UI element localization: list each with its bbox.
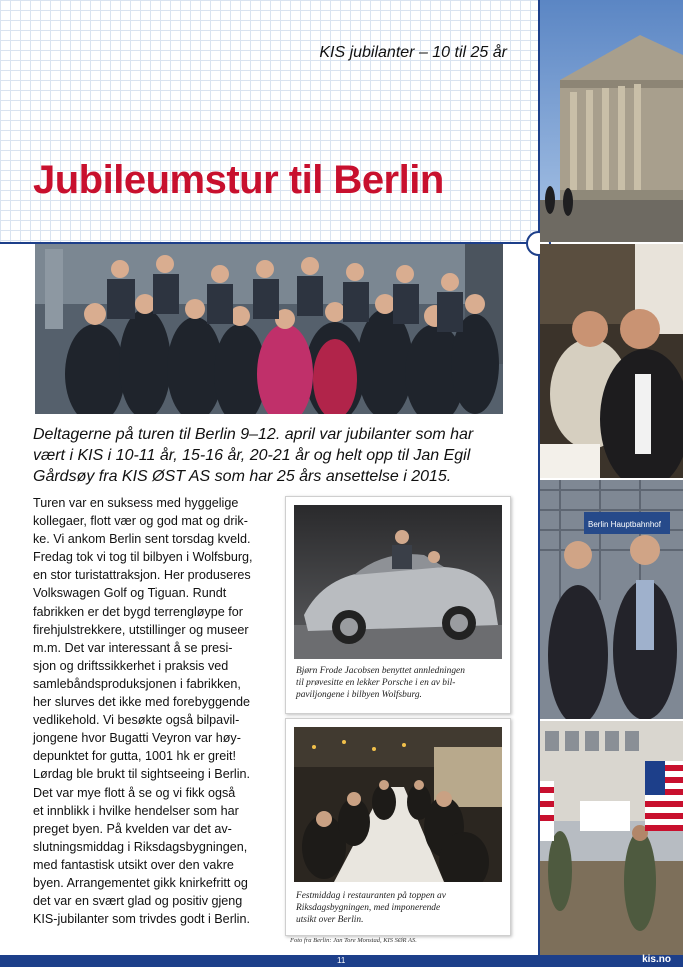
dinner-photo-card: [285, 718, 511, 936]
body-line: kollegaer, flott vær og god mat og drik-: [33, 514, 248, 529]
checkpoint-charlie-photo: [540, 721, 683, 955]
article-title: Jubileumstur til Berlin: [33, 158, 444, 202]
body-line: det var en svært glad og positiv gjeng: [33, 894, 243, 909]
header-grid-background: [0, 0, 539, 243]
body-line: samlebåndsproduksjonen i fabrikken,: [33, 676, 241, 691]
station-sign: Berlin Hauptbahnhof: [588, 520, 661, 529]
page-number: 11: [337, 956, 346, 965]
body-line: Volkswagen Golf og Tiguan. Rundt: [33, 586, 227, 601]
body-line: byen. Arrangementet gikk knirkefritt og: [33, 875, 248, 890]
dinner-photo-caption: [296, 890, 506, 926]
body-line: depunktet for gutta, 1001 hk er greit!: [33, 749, 237, 764]
body-line: firehjulstrekkere, utstillinger og museer: [33, 622, 249, 637]
section-kicker: KIS jubilanter – 10 til 25 år: [319, 44, 507, 61]
dinner-guests-photo: [540, 244, 683, 478]
lead-line: Gårdsøy fra KIS ØST AS som har 25 års ansettelse i 2015.: [33, 468, 452, 485]
porsche-photo-card: [285, 496, 511, 714]
porsche-photo: [294, 505, 502, 659]
body-line: slutningsmiddag i Riksdagsbygningen,: [33, 839, 248, 854]
body-line: ke. Vi ankom Berlin sent torsdag kveld.: [33, 532, 251, 547]
body-line: sjon og driftssikkerhet i praksis ved: [33, 658, 229, 673]
body-line: m.m. Det var interessant å se presi-: [33, 640, 233, 655]
body-line: vedlikehold. Vi besøkte også bilpavil-: [33, 713, 240, 728]
lead-paragraph: [33, 424, 503, 487]
caption-line: Riksdagsbygningen, med imponerende: [296, 903, 441, 913]
lead-line: Deltagerne på turen til Berlin 9–12. april var jubilanter som har: [33, 426, 474, 443]
body-line: med fantastisk utsikt over den vakre: [33, 857, 234, 872]
porsche-photo-caption: [296, 665, 506, 701]
body-line: Lørdag ble brukt til sightseeing i Berlin.: [33, 767, 251, 782]
hauptbahnhof-photo: [540, 480, 683, 719]
body-text: [33, 494, 273, 928]
body-line: preget byen. På kvelden var det av-: [33, 821, 232, 836]
caption-line: utsikt over Berlin.: [296, 915, 364, 925]
body-line: fabrikken er det bygd terrengløype for: [33, 604, 244, 619]
body-line: her slurves det ikke med forebyggende: [33, 695, 251, 710]
lead-line: vært i KIS i 10-11 år, 15-16 år, 20-21 år og helt opp til Jan Egil: [33, 447, 471, 464]
group-photo: [35, 244, 503, 414]
photo-credit: Foto fra Berlin: Jan Tore Monstad, KIS SØR AS.: [290, 937, 417, 944]
site-link[interactable]: kis.no: [642, 954, 671, 965]
body-line: en stor turistattraksjon. Her produseres: [33, 568, 251, 583]
body-line: KIS-jubilanter som trivdes godt i Berlin.: [33, 912, 250, 927]
body-line: jongene hvor Bugatti Veyron var høy-: [33, 731, 241, 746]
dinner-photo: [294, 727, 502, 882]
body-line: Det var mye flott å se og vi fikk også: [33, 785, 236, 800]
body-line: Fredag tok vi tog til bilbyen i Wolfsburg,: [33, 550, 253, 565]
caption-line: Bjørn Frode Jacobsen benyttet annledningen: [296, 666, 465, 676]
body-line: Turen var en suksess med hyggelige: [33, 496, 239, 510]
reichstag-photo: [540, 0, 683, 242]
body-line: et innblikk i hvilke hendelser som har: [33, 803, 239, 818]
caption-line: Festmiddag i restauranten på toppen av: [296, 891, 446, 901]
caption-line: til prøvesitte en lekker Porsche i en av bil-: [296, 678, 456, 688]
caption-line: paviljongene i bilbyen Wolfsburg.: [296, 690, 422, 700]
